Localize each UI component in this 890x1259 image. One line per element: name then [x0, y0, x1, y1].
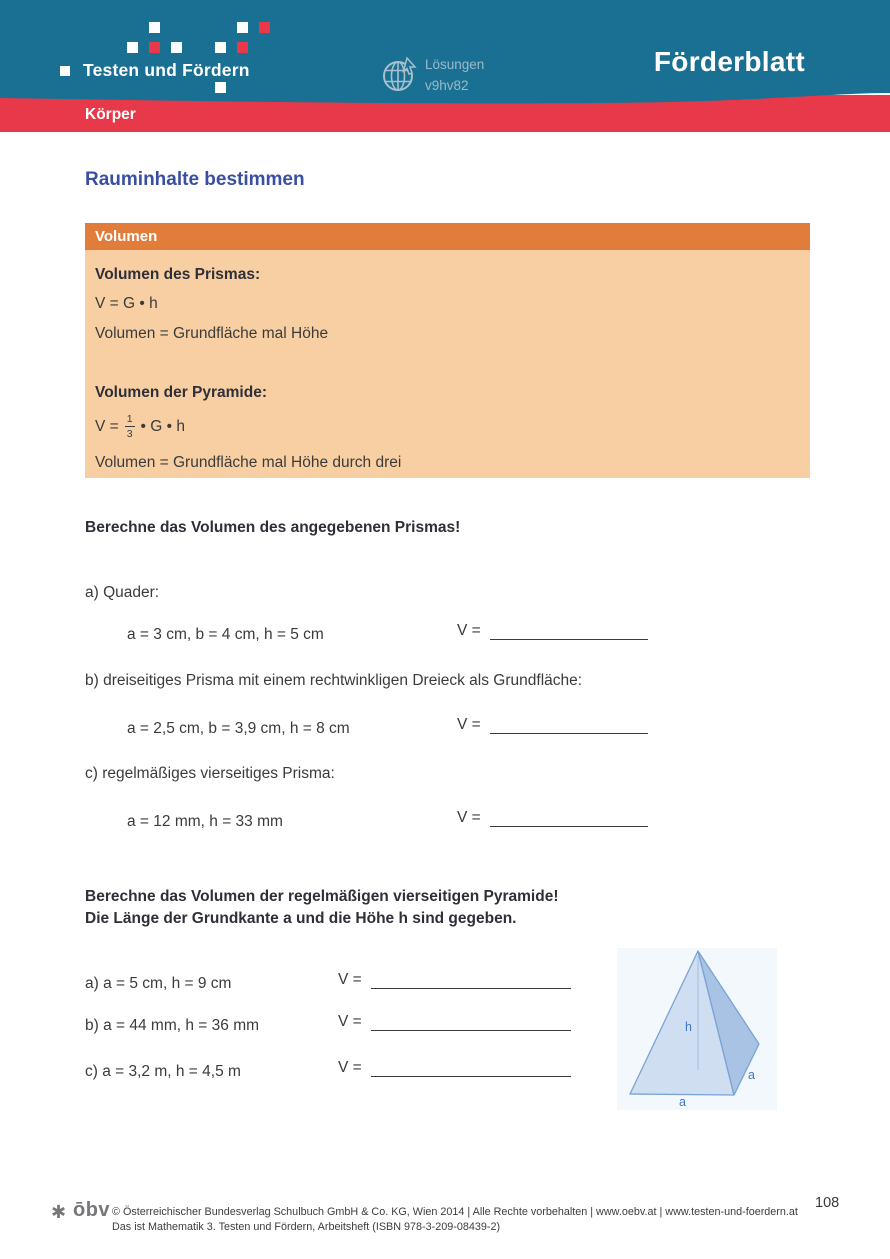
task2c-answer: [338, 1058, 571, 1077]
task2c-given: c) a = 3,2 m, h = 4,5 m: [85, 1063, 241, 1080]
pyramid-heading: Volumen der Pyramide:: [95, 384, 267, 401]
task1b-label: b) dreiseitiges Prisma mit einem rechtwinkligen Dreieck als Grundfläche:: [85, 672, 583, 689]
logo-square: [237, 42, 248, 53]
pyramid-formula: [95, 414, 185, 439]
pyramid-figure: [617, 948, 777, 1110]
logo-square: [127, 42, 138, 53]
task2-instruction-line2: Die Länge der Grundkante a und die Höhe h sind gegeben.: [85, 910, 517, 927]
answer-prefix: V =: [338, 1013, 362, 1030]
answer-blank: [490, 808, 648, 827]
task2a-answer: [338, 970, 571, 989]
task2a-given: a) a = 5 cm, h = 9 cm: [85, 975, 232, 992]
logo-square: [149, 42, 160, 53]
answer-blank: [490, 715, 648, 734]
logo-square: [215, 82, 226, 93]
logo-square: [215, 42, 226, 53]
fraction-numerator: 1: [126, 413, 133, 425]
answer-prefix: V =: [338, 1059, 362, 1076]
logo-square: [259, 22, 270, 33]
height-label: h: [685, 1020, 692, 1034]
answer-blank: [490, 621, 648, 640]
logo-square: [171, 42, 182, 53]
isbn-line: Das ist Mathematik 3. Testen und Fördern, Arbeitsheft (ISBN 978-3-209-08439-2): [112, 1221, 501, 1233]
sheet-type-title: Förderblatt: [653, 46, 805, 77]
prism-formula: V = G • h: [95, 295, 158, 312]
task1a-answer: [457, 621, 648, 640]
brand-name: Testen und Fördern: [83, 60, 250, 80]
task1-instruction: Berechne das Volumen des angegebenen Prismas!: [85, 519, 461, 536]
prism-heading: Volumen des Prismas:: [95, 266, 261, 283]
task1c-label: c) regelmäßiges vierseitiges Prisma:: [85, 765, 335, 782]
one-third-fraction: [125, 414, 135, 439]
task2b-given: b) a = 44 mm, h = 36 mm: [85, 1017, 260, 1034]
answer-blank: [371, 1058, 571, 1077]
formula-prefix: V =: [95, 417, 119, 435]
copyright-line: © Österreichischer Bundesverlag Schulbuch GmbH & Co. KG, Wien 2014 | Alle Rechte vorbehalten | www.oebv.at | www.testen-und-foerdern.at: [112, 1206, 798, 1218]
task2-instruction-line1: Berechne das Volumen der regelmäßigen vierseitigen Pyramide!: [85, 888, 559, 905]
globe-cursor-icon: [381, 54, 421, 96]
volume-infobox: [85, 223, 810, 478]
answer-prefix: V =: [457, 809, 481, 826]
task1a-label: a) Quader:: [85, 584, 160, 601]
task1c-answer: [457, 808, 648, 827]
task1b-answer: [457, 715, 648, 734]
answer-prefix: V =: [457, 622, 481, 639]
answer-prefix: V =: [457, 716, 481, 733]
prism-explanation: Volumen = Grundfläche mal Höhe: [95, 325, 329, 342]
logo-square: [149, 22, 160, 33]
answer-blank: [371, 970, 571, 989]
base-edge-right-label: a: [748, 1068, 755, 1082]
infobox-body: [85, 250, 810, 478]
formula-suffix: • G • h: [140, 417, 185, 435]
fraction-denominator: 3: [126, 427, 133, 440]
page-title: Rauminhalte bestimmen: [85, 169, 305, 190]
task1b-given: a = 2,5 cm, b = 3,9 cm, h = 8 cm: [127, 720, 350, 737]
obv-star-icon: ✱: [51, 1202, 67, 1222]
task1c-given: a = 12 mm, h = 33 mm: [127, 813, 283, 830]
task1a-given: a = 3 cm, b = 4 cm, h = 5 cm: [127, 626, 324, 643]
answer-blank: [371, 1012, 571, 1031]
pyramid-explanation: Volumen = Grundfläche mal Höhe durch drei: [95, 454, 402, 471]
solutions-label: Lösungen: [425, 57, 485, 72]
answer-prefix: V =: [338, 971, 362, 988]
page-number: 108: [815, 1195, 840, 1211]
obv-publisher-logo: ōbv: [73, 1199, 111, 1221]
base-edge-front-label: a: [679, 1095, 686, 1109]
chapter-label: Körper: [85, 106, 136, 123]
solutions-code: v9hv82: [425, 78, 469, 93]
pyramid-drawing: [617, 948, 777, 1110]
infobox-header: Volumen: [85, 223, 810, 250]
logo-square: [237, 22, 248, 33]
task2b-answer: [338, 1012, 571, 1031]
logo-square: [60, 66, 70, 76]
